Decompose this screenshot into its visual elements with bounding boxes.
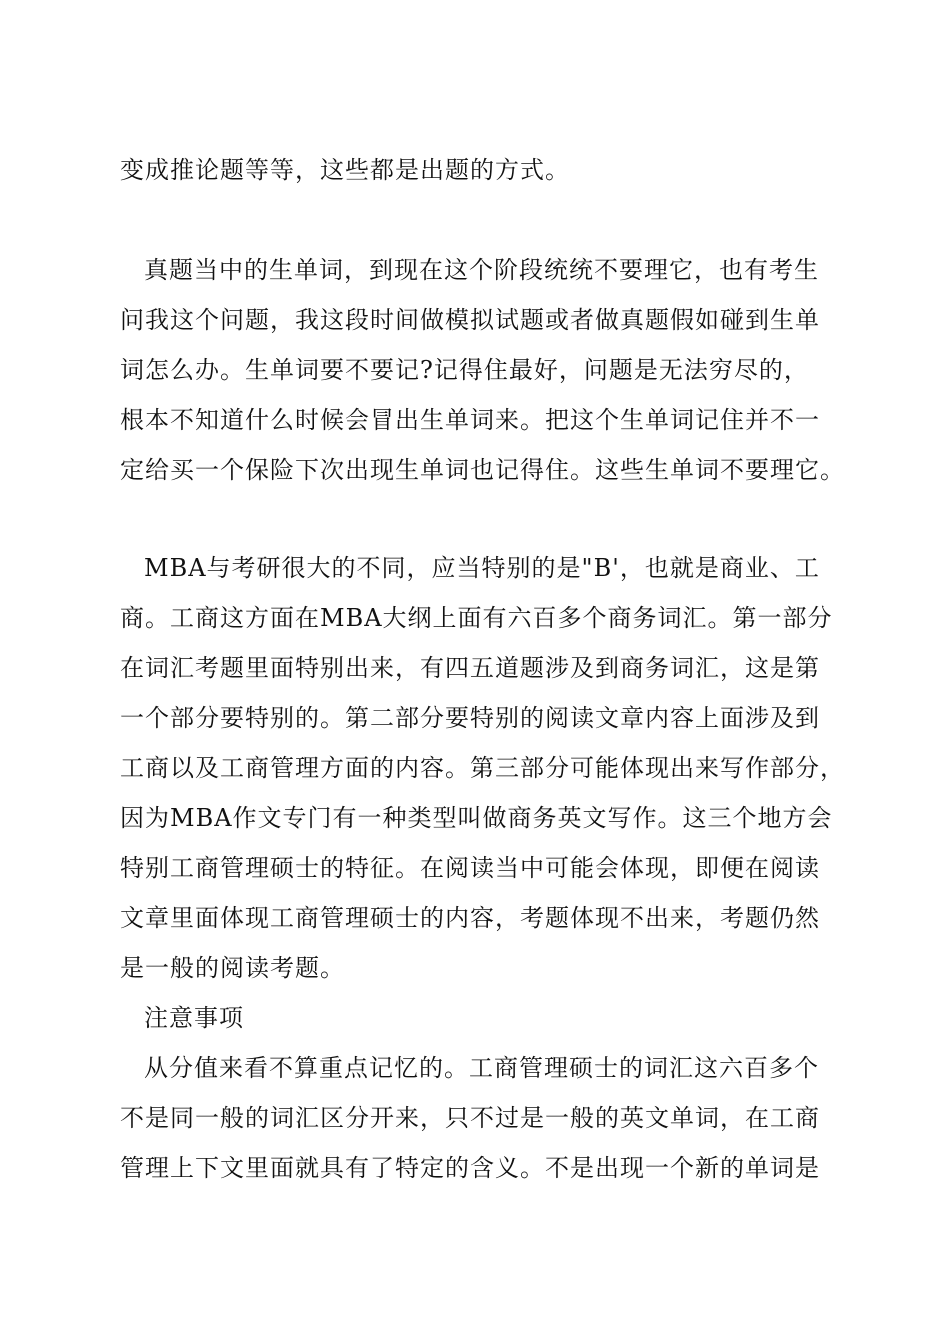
paragraph-1-line-1: 变成推论题等等，这些都是出题的方式。 <box>120 156 570 184</box>
paragraph-3-line-9: 是一般的阅读考题。 <box>120 954 345 982</box>
paragraph-4-line-1: 从分值来看不算重点记忆的。工商管理硕士的词汇这六百多个 <box>144 1054 819 1082</box>
paragraph-3-line-1: MBA与考研很大的不同，应当特别的是"B'，也就是商业、工 <box>144 554 820 582</box>
paragraph-2-line-2: 问我这个问题，我这段时间做模拟试题或者做真题假如碰到生单 <box>120 306 820 334</box>
paragraph-3-line-6: 因为MBA作文专门有一种类型叫做商务英文写作。这三个地方会 <box>120 804 833 832</box>
paragraph-4-line-2: 不是同一般的词汇区分开来，只不过是一般的英文单词，在工商 <box>120 1104 820 1132</box>
paragraph-3-line-8: 文章里面体现工商管理硕士的内容，考题体现不出来，考题仍然 <box>120 904 820 932</box>
paragraph-3-line-7: 特别工商管理硕士的特征。在阅读当中可能会体现，即便在阅读 <box>120 854 820 882</box>
paragraph-2-line-1: 真题当中的生单词，到现在这个阶段统统不要理它，也有考生 <box>144 256 819 284</box>
paragraph-2-line-3: 词怎么办。生单词要不要记?记得住最好，问题是无法穷尽的， <box>120 356 809 384</box>
paragraph-3-line-2: 商。工商这方面在MBA大纲上面有六百多个商务词汇。第一部分 <box>120 604 833 632</box>
paragraph-3-line-5: 工商以及工商管理方面的内容。第三部分可能体现出来写作部分， <box>120 754 845 782</box>
paragraph-3-line-3: 在词汇考题里面特别出来，有四五道题涉及到商务词汇，这是第 <box>120 654 820 682</box>
paragraph-4-line-3: 管理上下文里面就具有了特定的含义。不是出现一个新的单词是 <box>120 1154 820 1182</box>
paragraph-3-line-4: 一个部分要特别的。第二部分要特别的阅读文章内容上面涉及到 <box>120 704 820 732</box>
paragraph-2-line-4: 根本不知道什么时候会冒出生单词来。把这个生单词记住并不一 <box>120 406 820 434</box>
notes-heading: 注意事项 <box>144 1004 244 1032</box>
paragraph-2-line-5: 定给买一个保险下次出现生单词也记得住。这些生单词不要理它。 <box>120 456 845 484</box>
